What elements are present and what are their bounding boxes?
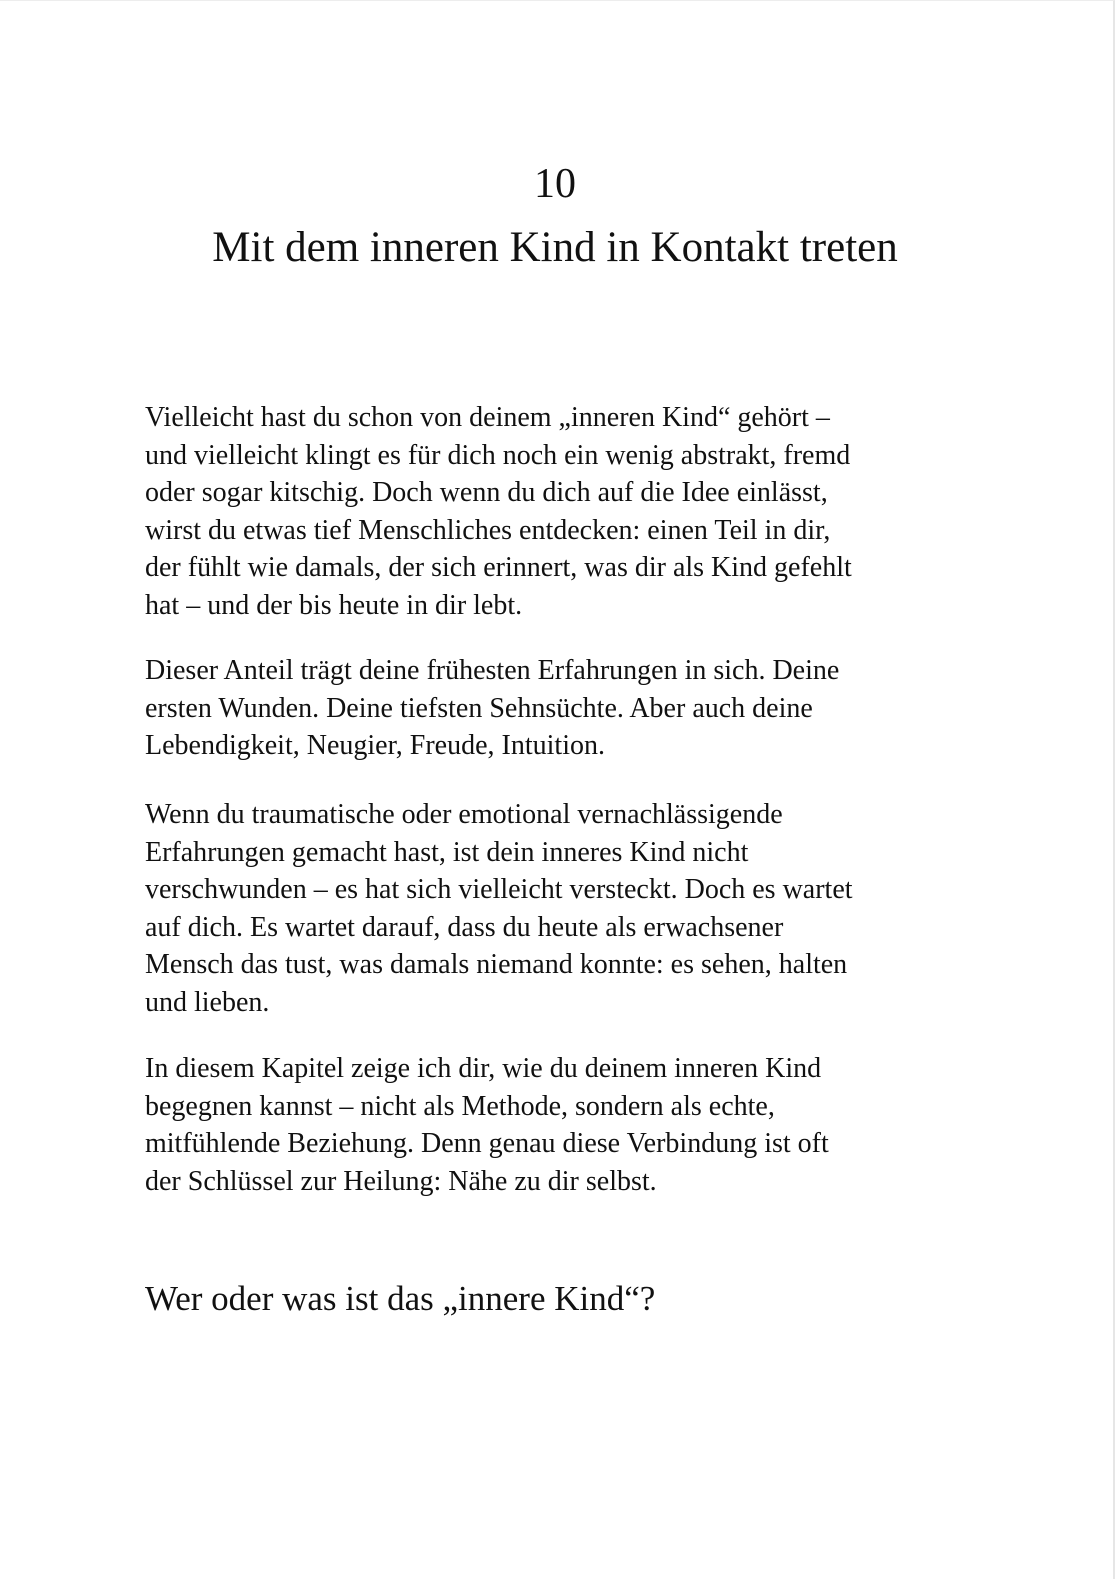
text-line: Erfahrungen gemacht hast, ist dein inneres Kind nicht	[145, 836, 749, 868]
text-line: oder sogar kitschig. Doch wenn du dich auf die Idee einlässt,	[145, 477, 828, 508]
text-line: mitfühlende Beziehung. Denn genau diese Verbindung ist oft	[145, 1128, 829, 1159]
text-line: Lebendigkeit, Neugier, Freude, Intuition.	[145, 730, 605, 761]
text-line: begegnen kannst – nicht als Methode, sondern als echte,	[145, 1090, 775, 1122]
text-line: und vielleicht klingt es für dich noch ein wenig abstrakt, fremd	[145, 439, 851, 471]
text-line: und lieben.	[145, 986, 270, 1018]
paragraph-2	[145, 652, 975, 765]
text-line: der Schlüssel zur Heilung: Nähe zu dir selbst.	[145, 1165, 657, 1197]
text-line: auf dich. Es wartet darauf, dass du heute als erwachsener	[145, 911, 784, 943]
text-line: der fühlt wie damals, der sich erinnert, was dir als Kind gefehlt	[145, 552, 852, 583]
text-line: Dieser Anteil trägt deine frühesten Erfahrungen in sich. Deine	[145, 655, 840, 686]
chapter-number: 10	[534, 161, 576, 207]
text-line: hat – und der bis heute in dir lebt.	[145, 589, 523, 621]
text-line: In diesem Kapitel zeige ich dir, wie du deinem inneren Kind	[145, 1053, 822, 1084]
text-line: Vielleicht hast du schon von deinem „inneren Kind“ gehört –	[145, 402, 830, 433]
text-line: Mensch das tust, was damals niemand konnte: es sehen, halten	[145, 949, 848, 980]
paragraph-4	[145, 1050, 975, 1200]
text-line: ersten Wunden. Deine tiefsten Sehnsüchte. Aber auch deine	[145, 692, 813, 724]
paragraph-1	[145, 399, 975, 624]
paragraph-3	[145, 796, 975, 1021]
text-line: verschwunden – es hat sich vielleicht versteckt. Doch es wartet	[145, 874, 853, 905]
section-heading: Wer oder was ist das „innere Kind“?	[145, 1279, 656, 1318]
chapter-title: Mit dem inneren Kind in Kontakt treten	[212, 224, 898, 271]
text-line: wirst du etwas tief Menschliches entdecken: einen Teil in dir,	[145, 514, 831, 546]
text-line: Wenn du traumatische oder emotional vernachlässigende	[145, 799, 783, 830]
